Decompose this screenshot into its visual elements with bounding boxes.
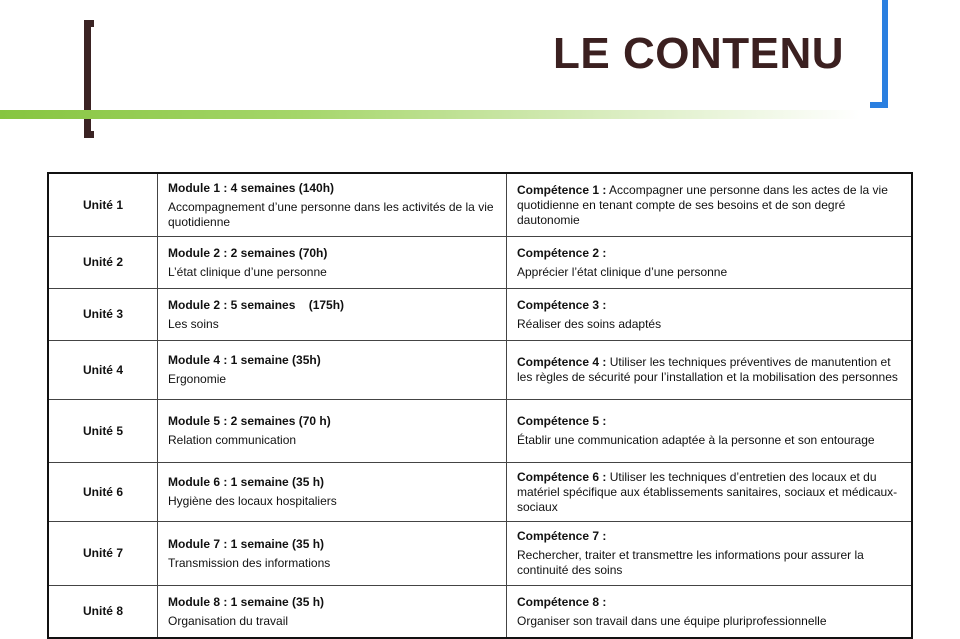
table-row: [48, 400, 912, 463]
competence-description: Utiliser les techniques préventives de manutention et les règles de sécurité pour l’installation et la mobilisation des personnes: [517, 355, 898, 384]
module-title: Module 6 : 1 semaine (35 h): [168, 475, 325, 489]
green-divider-bar: [0, 110, 860, 119]
competence-description: Accompagner une personne dans les actes de la vie quotidienne en tenant compte de ses besoins et de son degré dautonomie: [517, 182, 888, 227]
module-description: Transmission des informations: [168, 555, 331, 570]
competence-cell: [507, 237, 913, 289]
module-title: Module 4 : 1 semaine (35h): [168, 353, 321, 367]
competence-title: Compétence 2 :: [517, 245, 607, 260]
module-title: Module 5 : 2 semaines (70 h): [168, 414, 331, 428]
competence-cell: [507, 586, 913, 639]
table-row: [48, 463, 912, 522]
module-cell: [158, 289, 507, 341]
module-cell: [158, 237, 507, 289]
competence-title: Compétence 7 :: [517, 529, 607, 543]
module-title: Module 8 : 1 semaine (35 h): [168, 594, 325, 609]
table-row: [48, 173, 912, 237]
module-cell: [158, 400, 507, 463]
left-bracket-decoration: [84, 20, 94, 138]
competence-description: Organiser son travail dans une équipe pluriprofessionnelle: [517, 613, 827, 628]
table-row: [48, 522, 912, 586]
competence-description: Rechercher, traiter et transmettre les informations pour assurer la continuité des soins: [517, 548, 864, 577]
module-title: Module 2 : 5 semaines (175h): [168, 297, 345, 312]
right-bracket-decoration: [870, 0, 888, 108]
competence-description: Utiliser les techniques d’entretien des locaux et du matériel spécifique aux établissements sanitaires, sociaux et médicaux-sociaux: [517, 469, 898, 514]
competence-title: Compétence 1 :: [517, 182, 607, 197]
competence-title: Compétence 8 :: [517, 594, 607, 609]
competence-cell: [507, 341, 913, 400]
competence-cell: [507, 289, 913, 341]
competence-title: Compétence 5 :: [517, 414, 607, 428]
module-description: L’état clinique d’une personne: [168, 264, 327, 279]
module-description: Accompagnement d’une personne dans les activités de la vie quotidienne: [168, 199, 494, 229]
module-title: Module 2 : 2 semaines (70h): [168, 245, 328, 260]
module-description: Organisation du travail: [168, 613, 289, 628]
unit-label: Unité 8: [48, 586, 158, 639]
module-cell: [158, 522, 507, 586]
competence-description: Réaliser des soins adaptés: [517, 316, 662, 331]
unit-label: Unité 1: [48, 173, 158, 237]
module-cell: [158, 463, 507, 522]
module-cell: [158, 173, 507, 237]
unit-label: Unité 4: [48, 341, 158, 400]
table-row: [48, 586, 912, 639]
table-row: [48, 289, 912, 341]
module-description: Les soins: [168, 316, 219, 331]
module-title: Module 7 : 1 semaine (35 h): [168, 536, 325, 551]
unit-label: Unité 7: [48, 522, 158, 586]
competence-description: Apprécier l’état clinique d’une personne: [517, 264, 728, 279]
module-title: Module 1 : 4 semaines (140h): [168, 180, 335, 195]
module-description: Relation communication: [168, 433, 297, 447]
content-table: [47, 172, 913, 639]
table-row: [48, 341, 912, 400]
page-title: LE CONTENU: [553, 29, 844, 78]
unit-label: Unité 5: [48, 400, 158, 463]
unit-label: Unité 3: [48, 289, 158, 341]
module-cell: [158, 586, 507, 639]
unit-label: Unité 6: [48, 463, 158, 522]
competence-cell: [507, 173, 913, 237]
competence-cell: [507, 400, 913, 463]
competence-description: Établir une communication adaptée à la personne et son entourage: [517, 433, 875, 447]
unit-label: Unité 2: [48, 237, 158, 289]
table-row: [48, 237, 912, 289]
competence-cell: [507, 522, 913, 586]
competence-title: Compétence 6 :: [517, 469, 607, 484]
module-cell: [158, 341, 507, 400]
module-description: Hygiène des locaux hospitaliers: [168, 494, 337, 508]
competence-title: Compétence 4 :: [517, 355, 607, 369]
competence-title: Compétence 3 :: [517, 297, 607, 312]
module-description: Ergonomie: [168, 372, 227, 386]
competence-cell: [507, 463, 913, 522]
